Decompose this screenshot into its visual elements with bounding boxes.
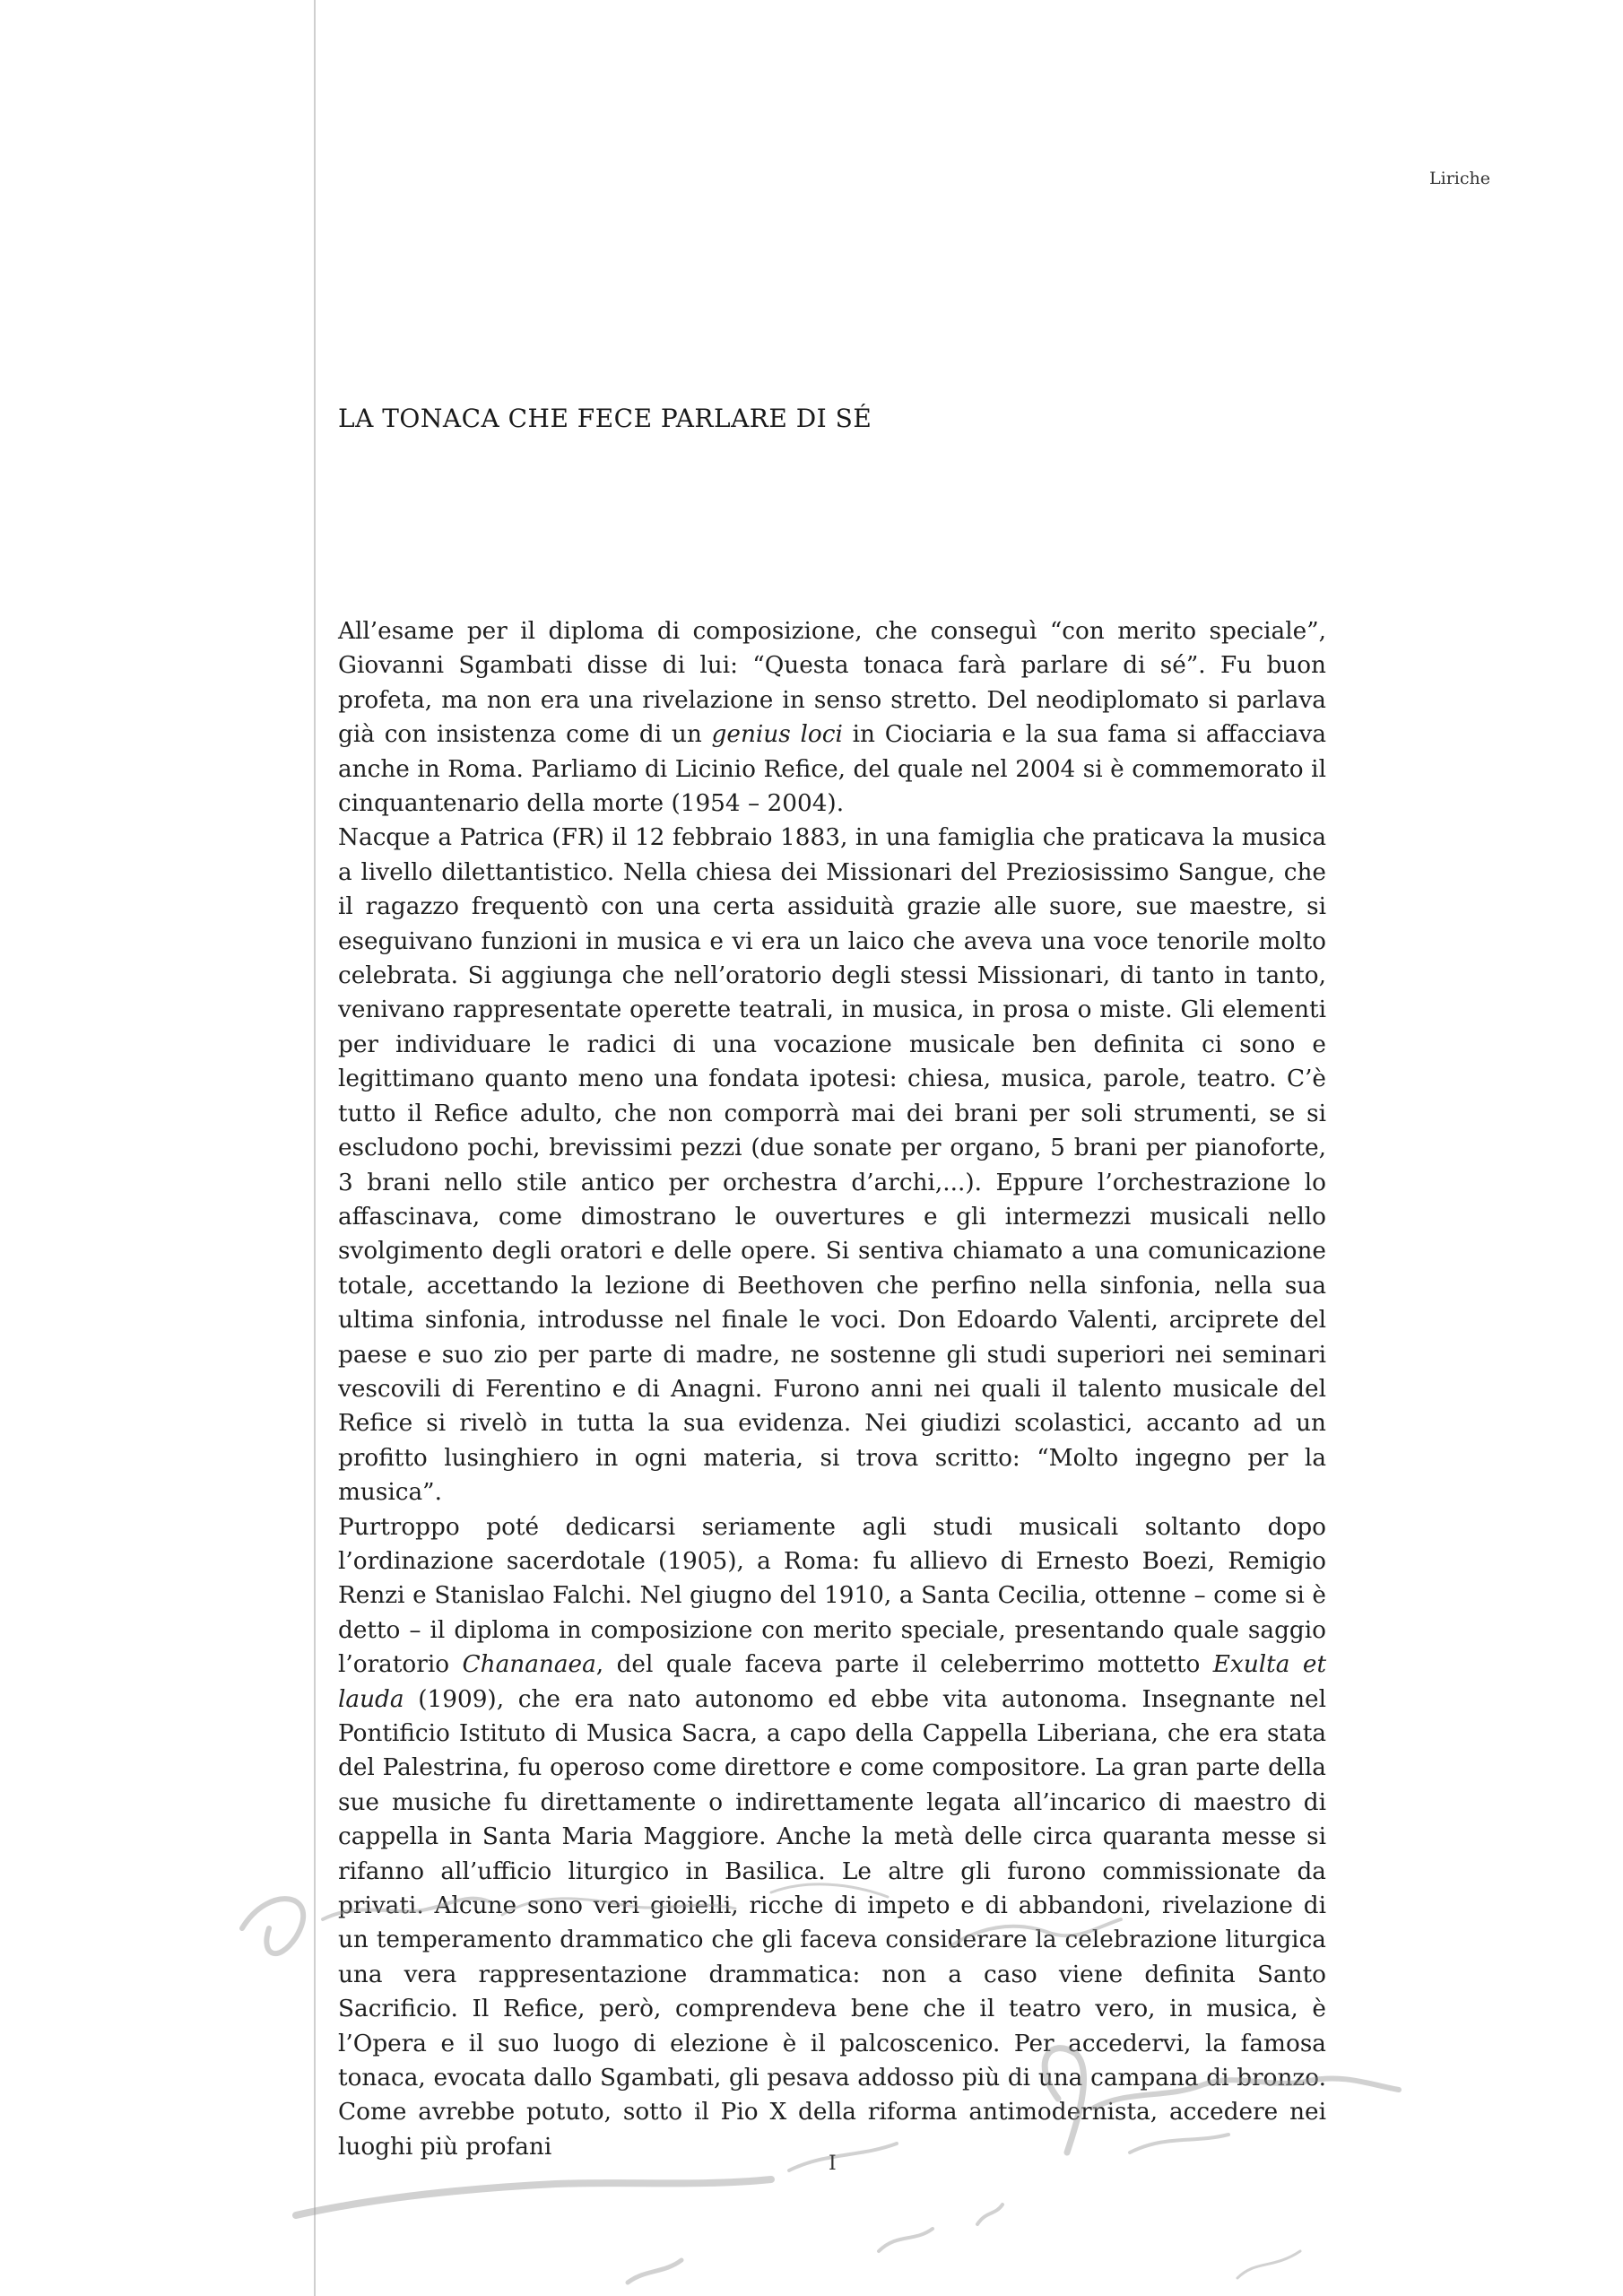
running-head: Liriche [1429, 169, 1490, 188]
paragraph-1-text-b: in Ciociaria e la sua fama si affacciava anche in Roma. Parliamo di Licinio Refice, del quale nel 2004 si è commemorato il cinquantenario della morte (1954 – 2004). [338, 721, 1326, 818]
paragraph-3 [338, 1510, 1326, 2165]
paragraph-1-italic-genius-loci: genius loci [711, 721, 843, 749]
paragraph-1 [338, 614, 1326, 821]
paragraph-1-text-a: All’esame per il diploma di composizione, che conseguì “con merito speciale”, Giovanni Sgambati disse di lui: “Questa tonaca farà parlare di sé”. Fu buon profeta, ma non era una rivelazione in senso stretto. Del neodiplomato si parlava già con insistenza come di un [338, 618, 1326, 749]
paragraph-2 [338, 821, 1326, 1509]
paragraph-3-text-a: Purtroppo poté dedicarsi seriamente agli studi musicali soltanto dopo l’ordinazione sacerdotale (1905), a Roma: fu allievo di Ernesto Boezi, Remigio Renzi e Stanislao Falchi. Nel giugno del 1910, a Santa Cecilia, ottenne – come si è detto – il diploma in composizione con merito speciale, presentando quale saggio l’oratorio [338, 1513, 1326, 1679]
paragraph-3-italic-chananaea: Chananaea [462, 1651, 596, 1679]
paragraph-3-text-c: (1909), che era nato autonomo ed ebbe vita autonoma. Insegnante nel Pontificio Istituto di Musica Sacra, a capo della Cappella Liberiana, che era stata del Palestrina, fu operoso come direttore e come compositore. La gran parte della sue musiche fu direttamente o indirettamente legata all’incarico di maestro di cappella in Santa Maria Maggiore. Anche la metà delle circa quaranta messe si rifanno all’ufficio liturgico in Basilica. Le altre gli furono commissionate da privati. Alcune sono veri gioielli, ricche di impeto e di abbandoni, rivelazione di un temperamento drammatico che gli faceva considerare la celebrazione liturgica una vera rappresentazione drammatica: non a caso viene definita Santo Sacrificio. Il Refice, però, comprendeva bene che il teatro vero, in musica, è l’Opera e il suo luogo di elezione è il palcoscenico. Per accedervi, la famosa tonaca, evocata dallo Sgambati, gli pesava addosso più di una campana di bronzo. Come avrebbe potuto, sotto il Pio X della riforma antimodernista, accedere nei luoghi più profani [338, 1685, 1326, 2161]
margin-rule [314, 0, 316, 2296]
paragraph-3-italic-exulta-et-lauda: Exulta et lauda [338, 1651, 1327, 1713]
paragraph-2-text: Nacque a Patrica (FR) il 12 febbraio 1883, in una famiglia che praticava la musica a livello dilettantistico. Nella chiesa dei Missionari del Preziosissimo Sangue, che il ragazzo frequentò con una certa assiduità grazie alle suore, sue maestre, si eseguivano funzioni in musica e vi era un laico che aveva una voce tenorile molto celebrata. Si aggiunga che nell’oratorio degli stessi Missionari, di tanto in tanto, venivano rappresentate operette teatrali, in musica, in prosa o miste. Gli elementi per individuare le radici di una vocazione musicale ben definita ci sono e legittimano quanto meno una fondata ipotesi: chiesa, musica, parole, teatro. C’è tutto il Refice adulto, che non comporrà mai dei brani per soli strumenti, se si escludono pochi, brevissimi pezzi (due sonate per organo, 5 brani per pianoforte, 3 brani nello stile antico per orchestra d’archi,...). Eppure l’orchestrazione lo affascinava, come dimostrano le ouvertures e gli intermezzi musicali nello svolgimento degli oratori e delle opere. Si sentiva chiamato a una comunicazione totale, accettando la lezione di Beethoven che perfino nella sinfonia, nella sua ultima sinfonia, introdusse nel finale le voci. Don Edoardo Valenti, arciprete del paese e suo zio per parte di madre, ne sostenne gli studi superiori nei seminari vescovili di Ferentino e di Anagni. Furono anni nei quali il talento musicale del Refice si rivelò in tutta la sua evidenza. Nei giudizi scolastici, accanto ad un profitto lusinghiero in ogni materia, si trova scritto: “Molto ingegno per la musica”. [338, 824, 1326, 1507]
page-number: I [829, 2152, 837, 2175]
paragraph-3-text-b: , del quale faceva parte il celeberrimo mottetto [595, 1651, 1213, 1679]
chapter-title: LA TONACA CHE FECE PARLARE DI SÉ [338, 404, 872, 433]
article-body [338, 614, 1326, 2164]
